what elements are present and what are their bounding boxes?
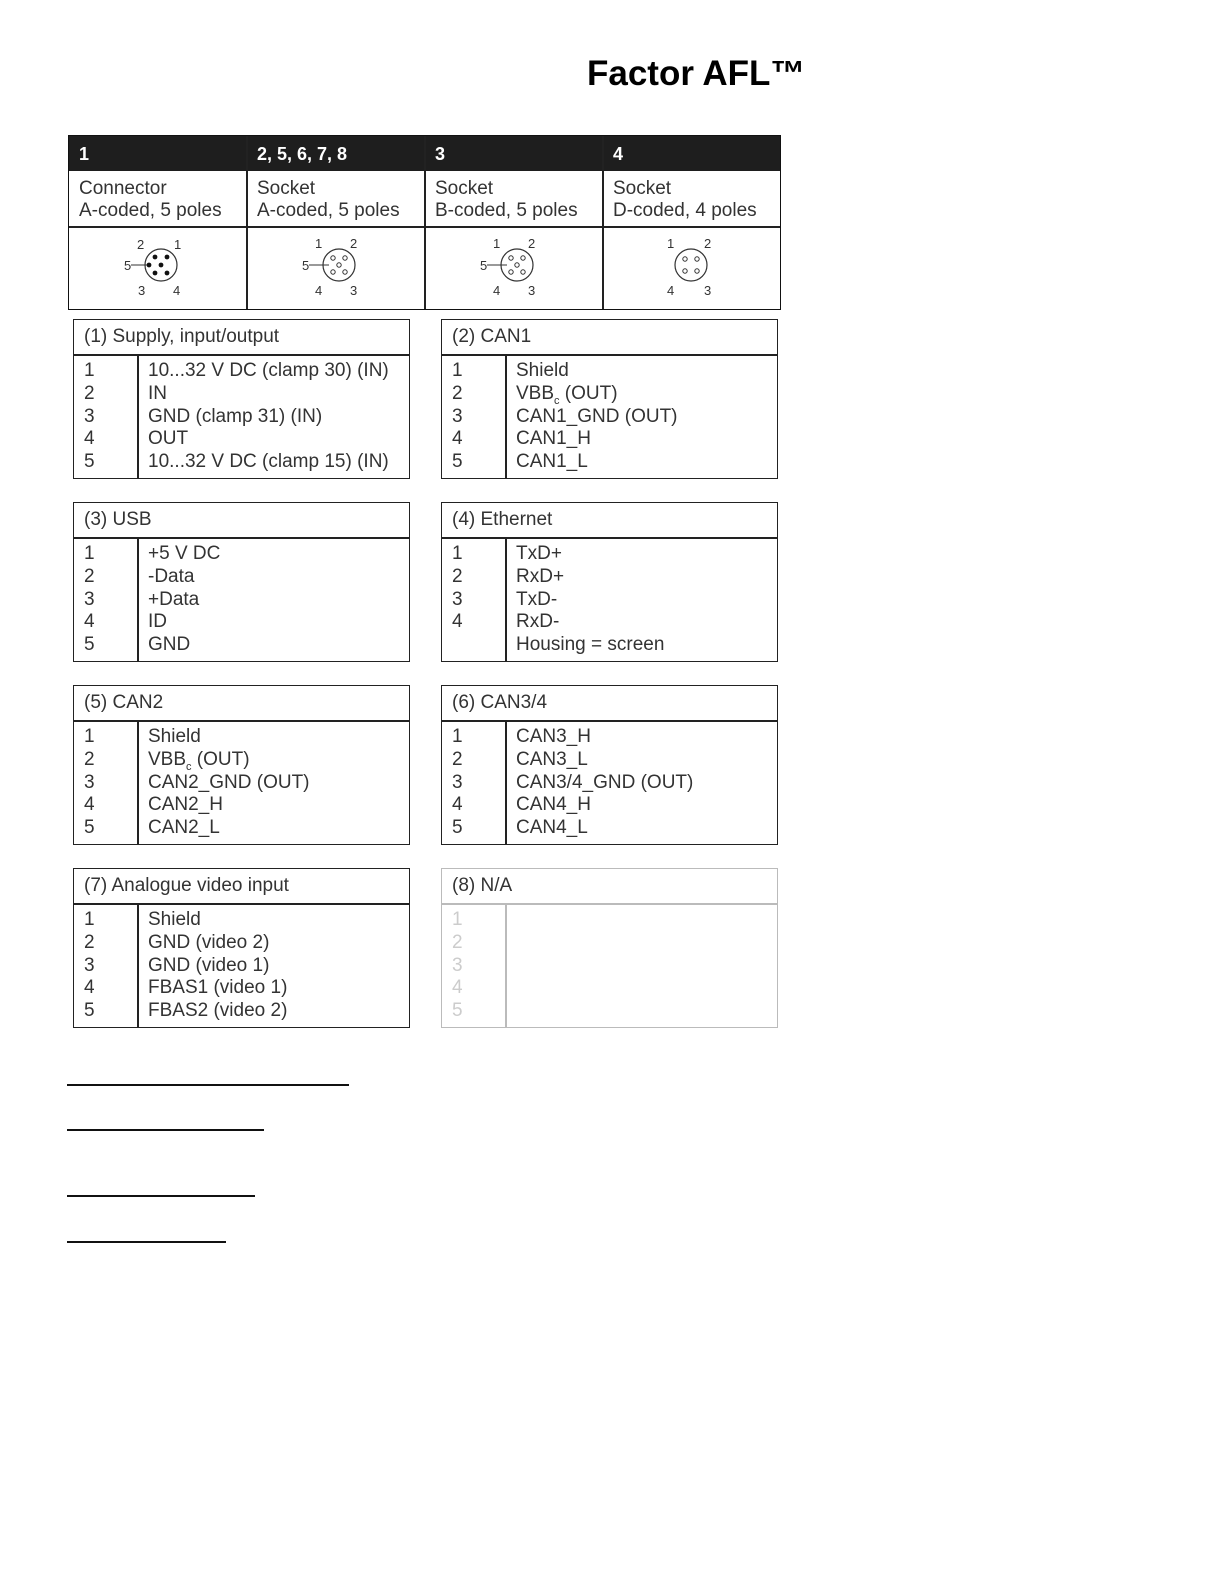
pin-values [148, 909, 287, 1023]
pin-number: 5 [84, 451, 95, 473]
pin-number: 4 [452, 794, 463, 816]
connector-col-3 [425, 136, 602, 309]
pin-numbers [84, 360, 95, 474]
pin-number: 4 [84, 977, 95, 999]
pin-value: GND (video 2) [148, 931, 270, 953]
pin-value: CAN3_H [516, 726, 591, 747]
box-title: (8) N/A [452, 875, 513, 896]
pin-value: GND (clamp 31) (IN) [148, 405, 323, 427]
connector-coding: B-coded, 5 poles [435, 200, 578, 221]
pin-number: 1 [452, 360, 463, 381]
pin-label: 1 [315, 236, 323, 251]
pin-number: 3 [452, 405, 463, 427]
connector-type: Socket [257, 178, 316, 199]
connector-number: 1 [79, 144, 90, 164]
divider [74, 354, 409, 356]
pin-label: 4 [315, 283, 323, 298]
pin-values [148, 360, 389, 474]
pin-number: 5 [84, 634, 95, 656]
divider [505, 904, 507, 1027]
divider [505, 355, 507, 478]
pin-label: 4 [667, 283, 675, 298]
pin-label: 4 [493, 283, 501, 298]
connector-type: Connector [79, 178, 167, 199]
pin-value: CAN1_L [516, 451, 588, 473]
pin-label: 3 [704, 283, 712, 298]
connector-number: 3 [435, 144, 446, 164]
pin-value: CAN4_L [516, 817, 588, 839]
pin-label: 3 [350, 283, 358, 298]
page-title: Factor AFL™ [587, 54, 806, 93]
pin-number: 2 [84, 565, 95, 587]
pin-value: FBAS2 (video 2) [148, 1000, 288, 1022]
pin-value: CAN1_GND (OUT) [516, 405, 678, 427]
blank-line [67, 1195, 255, 1197]
pin-number: 3 [84, 771, 95, 793]
pin-label: 1 [667, 236, 675, 251]
divider [137, 355, 139, 478]
blank-line [67, 1084, 349, 1086]
pin-value: CAN2_GND (OUT) [148, 771, 310, 793]
box-title: (3) USB [84, 509, 152, 530]
pin-value: Shield [148, 726, 201, 747]
box-title: (2) CAN1 [452, 326, 532, 347]
pin-value: FBAS1 (video 1) [148, 977, 288, 999]
pin-value: +Data [148, 588, 200, 610]
pin-values [516, 726, 693, 840]
pin-values [516, 543, 664, 657]
pin-number: 4 [84, 428, 95, 450]
pin-number: 2 [452, 565, 463, 587]
divider [137, 904, 139, 1027]
pin-numbers [452, 726, 463, 840]
blank-line [67, 1241, 226, 1243]
pin-number: 2 [84, 931, 95, 953]
box-title: (7) Analogue video input [84, 875, 289, 896]
pin-number: 2 [452, 748, 463, 770]
divider [442, 354, 777, 356]
box-title: (1) Supply, input/output [84, 326, 280, 347]
connector-type: Socket [435, 178, 494, 199]
pin-box-can34 [441, 685, 778, 845]
pin-number: 4 [84, 794, 95, 816]
pin-value: CAN1_H [516, 428, 591, 450]
pin-box-video [73, 868, 410, 1028]
pin-number: 3 [452, 954, 463, 976]
pin-number [452, 634, 463, 657]
box-title: (6) CAN3/4 [452, 692, 548, 713]
pin-box-na [441, 868, 778, 1028]
pin-label: 5 [124, 258, 132, 273]
pin-value: Shield [148, 909, 201, 930]
pin-numbers [452, 909, 463, 1023]
pin-value: RxD- [516, 611, 560, 633]
pin-label: 2 [704, 236, 712, 251]
pin-value-subscript: c [554, 394, 560, 407]
pin-number: 1 [84, 726, 95, 747]
divider [505, 721, 507, 844]
pin-number: 4 [84, 611, 95, 633]
divider [442, 903, 777, 905]
pin-value: GND [148, 634, 191, 656]
divider [505, 538, 507, 661]
pin-value [148, 749, 310, 772]
pin-number: 1 [452, 543, 463, 564]
pin-number: 2 [84, 748, 95, 770]
pin-label: 5 [480, 258, 488, 273]
pin-number: 1 [84, 909, 95, 930]
pin-label: 1 [493, 236, 501, 251]
pin-number: 3 [84, 588, 95, 610]
connector-col-1 [69, 136, 246, 309]
pin-value-tail: (OUT) [191, 748, 250, 770]
pin-number: 4 [452, 611, 463, 633]
box-title: (5) CAN2 [84, 692, 164, 713]
pin-value-main: VBB [148, 748, 187, 770]
pin-box-usb [73, 502, 410, 662]
connector-pin-diagram [69, 228, 246, 308]
divider [442, 537, 777, 539]
pin-number: 4 [452, 428, 463, 450]
pin-number: 5 [452, 451, 463, 473]
pin-number: 5 [84, 1000, 95, 1022]
pin-label: 5 [302, 258, 310, 273]
socket-pin-diagram [425, 228, 602, 308]
socket-pin-diagram [247, 228, 424, 308]
pin-value: GND (video 1) [148, 954, 270, 976]
pin-value: 10...32 V DC (clamp 30) (IN) [148, 360, 389, 381]
pin-value: CAN2_L [148, 817, 220, 839]
divider [74, 720, 409, 722]
pin-value: IN [148, 382, 167, 404]
pin-numbers [84, 726, 95, 840]
pin-number: 3 [84, 405, 95, 427]
pin-number: 2 [452, 931, 463, 953]
pin-number: 3 [452, 771, 463, 793]
pin-value: CAN3_L [516, 748, 588, 770]
pin-number: 5 [452, 817, 463, 839]
box-title: (4) Ethernet [452, 509, 553, 530]
pin-box-can1 [441, 319, 778, 479]
pin-label: 2 [528, 236, 536, 251]
pin-box-supply [73, 319, 410, 479]
connector-table [68, 135, 781, 310]
pin-number: 5 [452, 1000, 463, 1022]
pin-value-main: VBB [516, 382, 555, 404]
connector-number: 4 [613, 144, 624, 164]
divider [137, 721, 139, 844]
pin-number: 3 [84, 954, 95, 976]
pin-value: +5 V DC [148, 543, 221, 564]
connector-type: Socket [613, 178, 672, 199]
pin-numbers [452, 360, 463, 474]
pin-value-tail: (OUT) [559, 382, 618, 404]
connector-coding: A-coded, 5 poles [79, 200, 222, 221]
pin-number: 2 [452, 382, 463, 404]
pin-numbers [84, 543, 95, 657]
connector-number: 2, 5, 6, 7, 8 [257, 144, 348, 164]
pin-value: TxD- [516, 588, 558, 610]
pin-value: Housing = screen [516, 634, 665, 656]
pin-label: 3 [528, 283, 536, 298]
connector-col-4 [603, 136, 780, 309]
pin-value: ID [148, 611, 167, 633]
pin-number: 3 [452, 588, 463, 610]
socket-pin-diagram [603, 228, 780, 308]
pin-numbers [452, 543, 463, 657]
pin-label: 2 [350, 236, 358, 251]
pin-box-ethernet [441, 502, 778, 662]
pin-number: 1 [84, 360, 95, 381]
pin-value: Shield [516, 360, 569, 381]
pin-value-subscript: c [186, 760, 192, 773]
pin-numbers [84, 909, 95, 1023]
divider [442, 720, 777, 722]
pin-number: 1 [452, 909, 463, 930]
pin-value: -Data [148, 565, 195, 587]
pin-values [148, 543, 220, 657]
pin-value: 10...32 V DC (clamp 15) (IN) [148, 451, 389, 473]
pin-label: 4 [173, 283, 181, 298]
pin-value: TxD+ [516, 543, 562, 564]
pin-number: 2 [84, 382, 95, 404]
pin-value: CAN2_H [148, 794, 223, 816]
pin-number: 1 [84, 543, 95, 564]
pin-label: 3 [138, 283, 146, 298]
pin-number: 5 [84, 817, 95, 839]
connector-coding: A-coded, 5 poles [257, 200, 400, 221]
blank-line [67, 1129, 264, 1131]
pin-box-can2 [73, 685, 410, 845]
divider [74, 903, 409, 905]
connector-coding: D-coded, 4 poles [613, 200, 757, 221]
connector-col-2 [247, 136, 424, 309]
pin-number: 4 [452, 977, 463, 999]
pin-label: 2 [137, 237, 145, 252]
pin-values [148, 726, 310, 840]
pin-value: RxD+ [516, 565, 565, 587]
pin-value: CAN3/4_GND (OUT) [516, 771, 694, 793]
pin-value: CAN4_H [516, 794, 591, 816]
pin-number: 1 [452, 726, 463, 747]
pin-values [516, 360, 678, 474]
divider [74, 537, 409, 539]
pin-value: OUT [148, 428, 189, 450]
pin-label: 1 [174, 237, 182, 252]
pin-value [516, 383, 678, 406]
divider [137, 538, 139, 661]
